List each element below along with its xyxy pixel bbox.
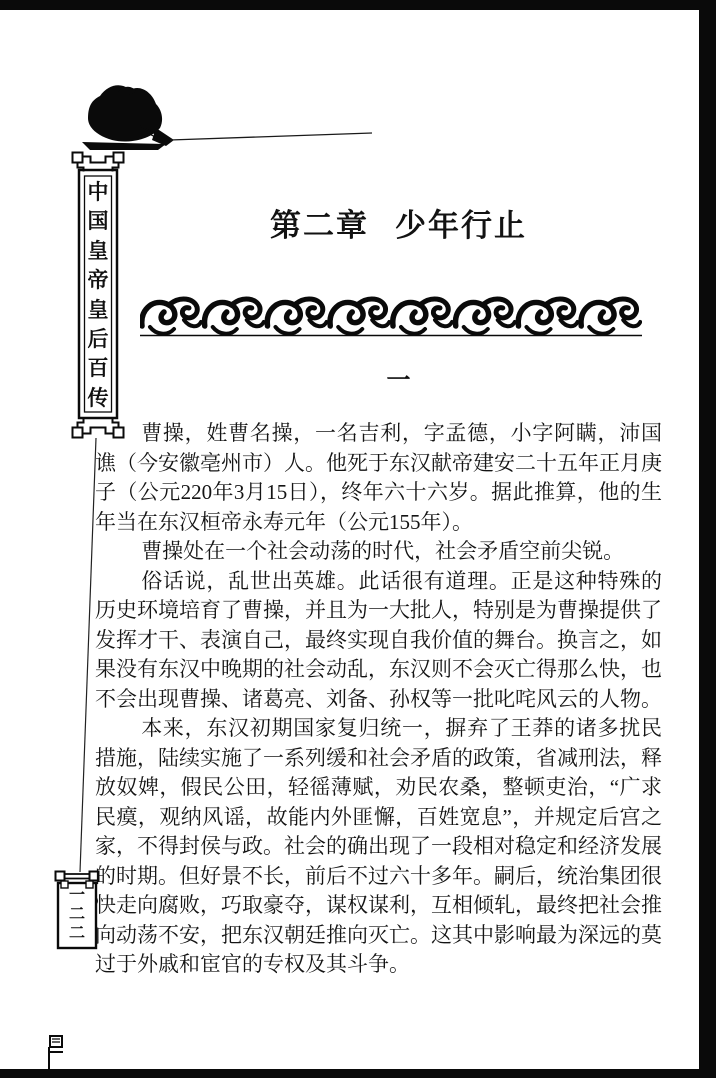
bottom-corner-fragment	[49, 1036, 63, 1069]
banner-char: 后	[87, 326, 109, 351]
banner-char: 皇	[87, 297, 109, 322]
banner-char: 帝	[87, 268, 109, 293]
bottom-border-bar	[0, 1069, 716, 1078]
page-number-char: 二	[68, 906, 85, 923]
top-border-bar	[0, 0, 716, 10]
chapter-name: 少年行止	[395, 208, 527, 243]
paragraph: 曹操，姓曹名操，一名吉利，字孟德，小字阿瞒，沛国谯（今安徽亳州市）人。他死于东汉献帝建安二十五年正月庚子（公元220年3月15日），终年六十六岁。据此推算，他的生年当在东汉桓帝永寿元年（公元155年）。	[95, 421, 662, 534]
banner-char: 国	[87, 209, 109, 234]
scroll-vine-ornament-band	[140, 294, 642, 338]
page-number-text	[54, 886, 100, 943]
series-title-banner	[70, 150, 126, 440]
chapter-label: 第二章	[270, 208, 369, 243]
page-number-char: 一	[68, 887, 85, 904]
page-number-char: 二	[68, 925, 85, 942]
paragraph: 曹操处在一个社会动荡的时代，社会矛盾空前尖锐。	[141, 539, 625, 563]
page-number-box	[54, 870, 100, 952]
section-number-marker: 一	[386, 368, 411, 394]
body-text-block	[95, 419, 662, 980]
paragraph: 本来，东汉初期国家复归统一，摒弃了王莽的诸多扰民措施，陆续实施了一系列缓和社会矛盾的政策，省减刑法，释放奴婢，假民公田，轻徭薄赋，劝民农桑，整顿吏治，“广求民瘼，观纳风谣，故能内外匪懈，百姓宽息”，并规定后宫之家，不得封侯与政。社会的确出现了一段相对稳定和经济发展的时期。但好景不长，前后不过六十多年。嗣后，统治集团很快走向腐败，巧取豪夺，谋权谋利，互相倾轧，最终把社会推向动荡不安，把东汉朝廷推向灭亡。这其中影响最为深远的莫过于外戚和宦官的专权及其斗争。	[95, 716, 662, 976]
banner-char: 中	[87, 180, 109, 204]
paragraph: 俗话说，乱世出英雄。此话很有道理。正是这种特殊的历史环境培育了曹操，并且为一大批人，特别是为曹操提供了发挥才干、表演自己，最终实现自我价值的舞台。换言之，如果没有东汉中晚期的社会动乱，东汉则不会灭亡得那么快，也不会出现曹操、诸葛亮、刘备、孙权等一批叱咤风云的人物。	[95, 568, 662, 711]
banner-connector-line	[80, 438, 96, 872]
ink-stone-brush-sketch-icon	[82, 85, 372, 150]
right-border-bar	[699, 0, 716, 1078]
chapter-title	[115, 200, 682, 245]
banner-char: 传	[87, 385, 109, 410]
banner-char: 百	[87, 356, 109, 381]
banner-char: 皇	[87, 238, 109, 263]
